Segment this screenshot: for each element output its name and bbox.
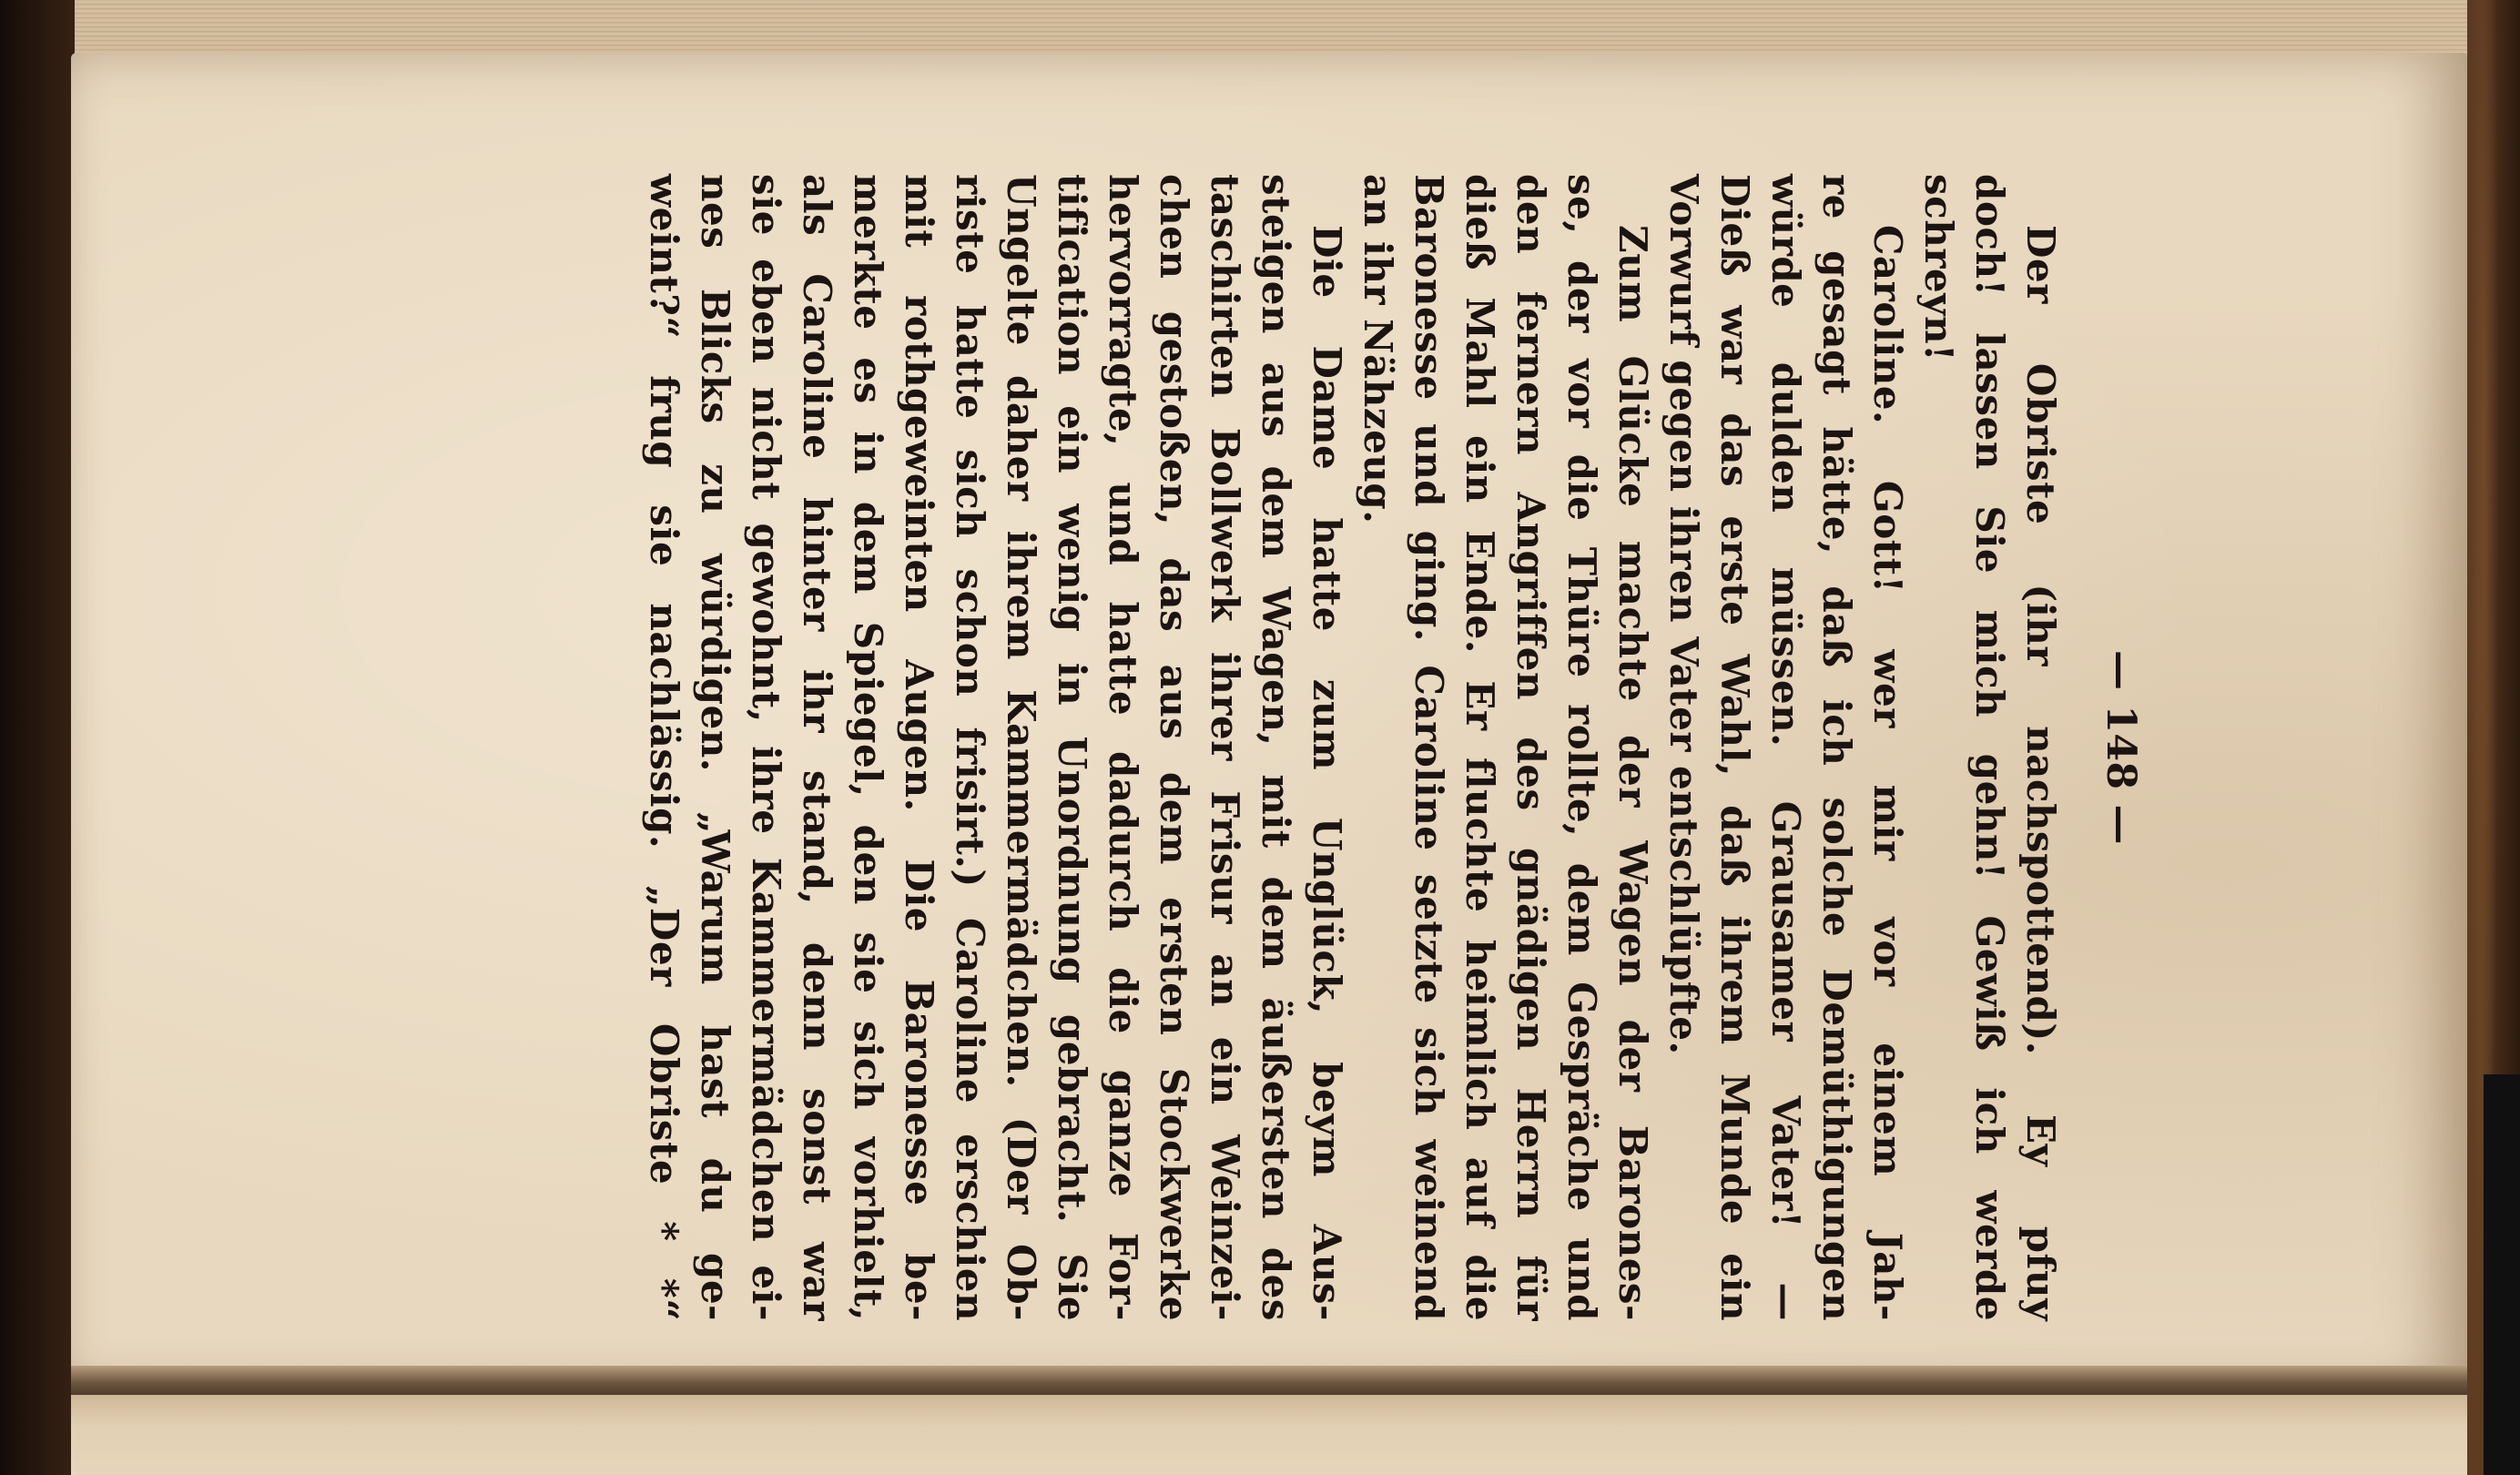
text-line: riste hatte sich schon frisirt.) Caroline erschien [948, 174, 992, 1321]
text-line: würde dulden müssen. Grausamer Vater! — [1763, 174, 1808, 1321]
text-line: Caroline. Gott! wer mir vor einem Jah- [1865, 225, 1910, 1321]
background-strip [2484, 1074, 2520, 1475]
text-line: Zum Glücke machte der Wagen der Barones- [1611, 225, 1655, 1321]
facing-page-edge [71, 1395, 2467, 1475]
text-line: chen gestoßen, das aus dem ersten Stockwerke [1152, 174, 1196, 1321]
text-line: an ihr Nähzeug. [1356, 174, 1400, 524]
text-line: re gesagt hätte, daß ich solche Demüthigungen [1814, 174, 1859, 1321]
text-line: mit rothgeweinten Augen. Die Baronesse be- [897, 174, 941, 1321]
text-line: nes Blicks zu würdigen. „Warum hast du ge- [693, 174, 737, 1321]
page-body [638, 174, 2066, 1321]
text-line: merkte es in dem Spiegel, den sie sich vorhielt, [846, 174, 890, 1321]
text-line: dieß Mahl ein Ende. Er fluchte heimlich auf die [1458, 174, 1502, 1321]
text-line: den fernern Angriffen des gnädigen Herrn für [1509, 174, 1553, 1321]
text-line: hervorragte, und hatte dadurch die ganze For- [1101, 174, 1145, 1321]
text-line: Dieß war das erste Wahl, daß ihrem Munde ein [1712, 174, 1757, 1321]
text-line: doch! lassen Sie mich gehn! Gewiß ich werde [1967, 174, 2012, 1321]
text-line: Die Dame hatte zum Unglück, beym Aus- [1305, 225, 1349, 1321]
rotated-page-content [363, 174, 2148, 1321]
page-text-block [363, 174, 2148, 1321]
text-line: steigen aus dem Wagen, mit dem äußersten des [1254, 174, 1298, 1321]
text-line: taschirten Bollwerk ihrer Frisur an ein Weinzei- [1203, 174, 1247, 1321]
text-line: Baronesse und ging. Caroline setzte sich weinend [1407, 174, 1451, 1321]
page-number-header: — 148 — [2098, 650, 2144, 845]
text-line: se, der vor die Thüre rollte, dem Gespräche und [1560, 174, 1604, 1321]
text-line: Ungelte daher ihrem Kammermädchen. (Der Ob- [999, 174, 1043, 1321]
text-line: Der Obriste (ihr nachspottend). Ey pfuy [2018, 225, 2063, 1321]
text-line: tification ein wenig in Unordnung gebracht. Sie [1050, 174, 1094, 1321]
text-line: schreyn! [1916, 174, 1961, 361]
text-line: als Caroline hinter ihr stand, denn sonst war [795, 174, 839, 1321]
text-line: sie eben nicht gewohnt, ihre Kammermädchen ei- [744, 174, 788, 1321]
text-line: weint?“ frug sie nachlässig. „Der Obriste * *“ [642, 174, 686, 1321]
text-line: Vorwurf gegen ihren Vater entschlüpfte. [1661, 174, 1706, 1055]
